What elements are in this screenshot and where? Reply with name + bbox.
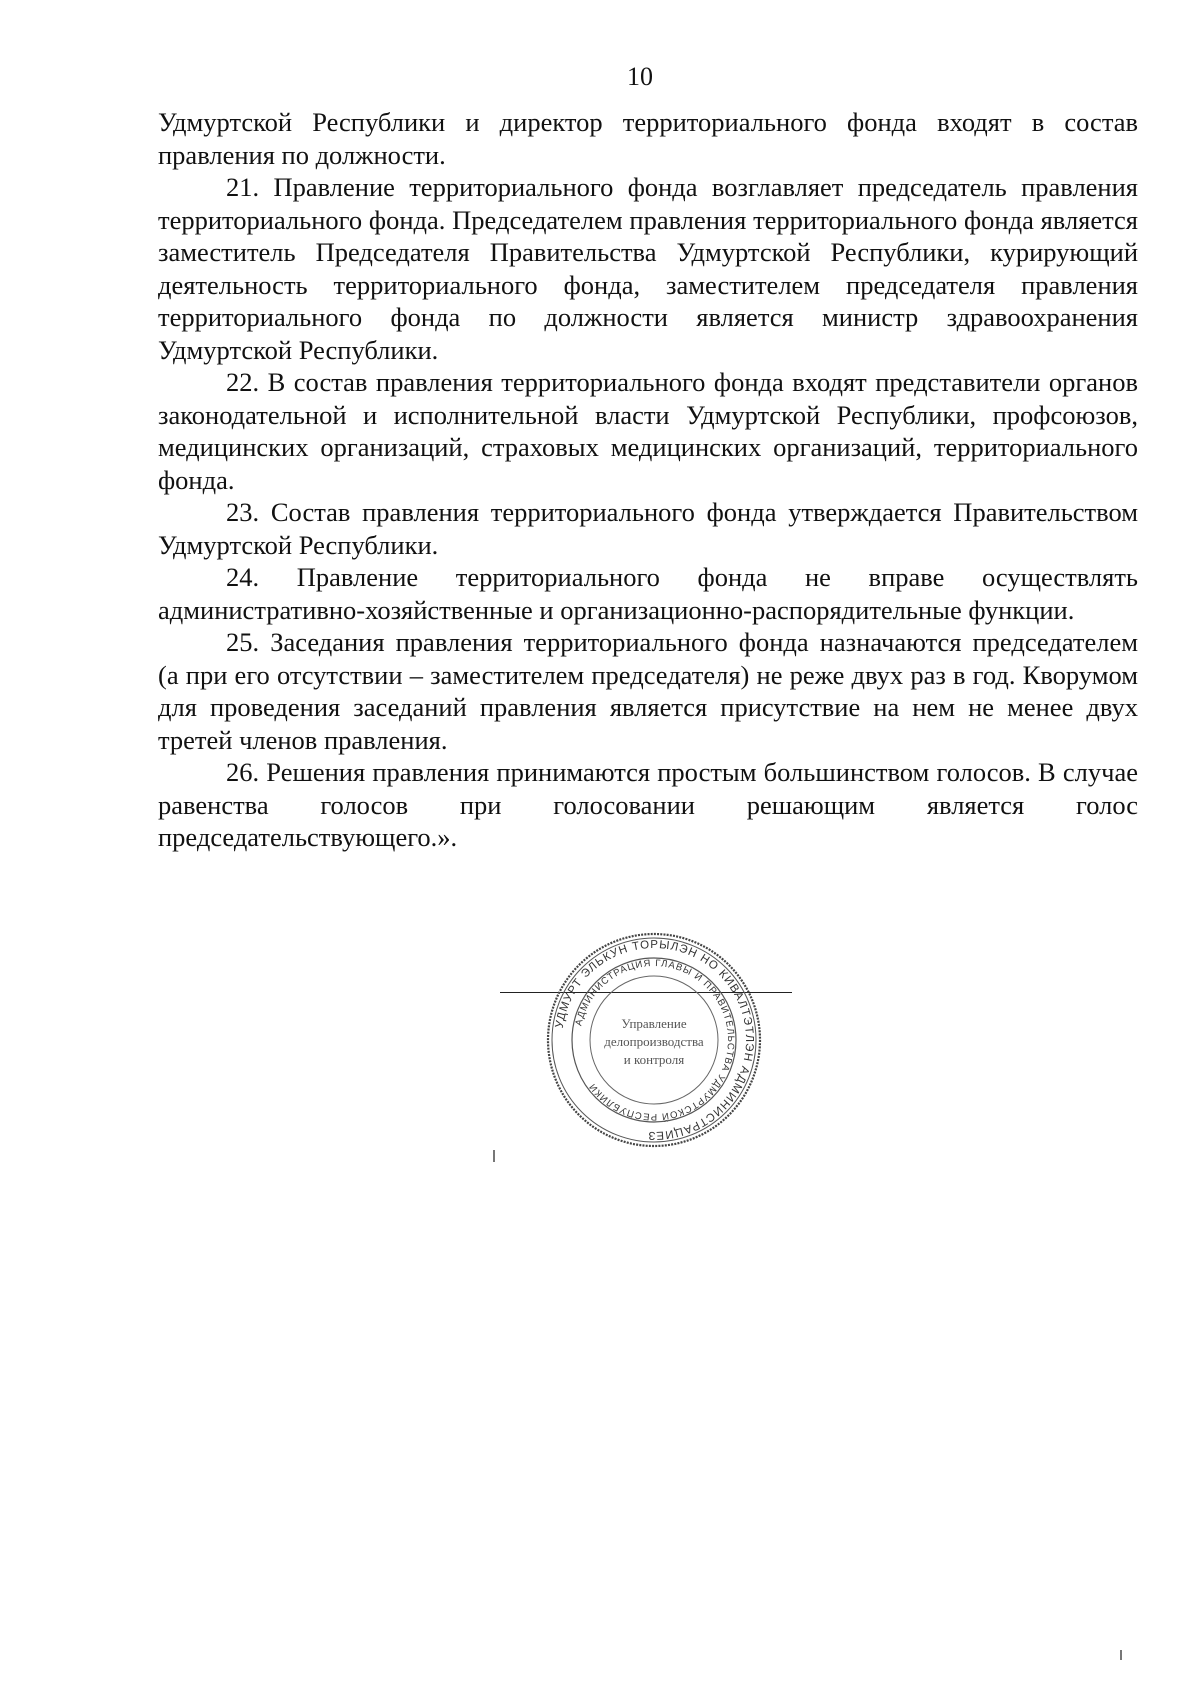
stamp-center-line-3: и контроля xyxy=(623,1052,685,1067)
page-number: 10 xyxy=(627,62,653,91)
stamp-center-line-1: Управление xyxy=(621,1016,687,1031)
scan-artifact xyxy=(493,1150,495,1162)
scan-artifact xyxy=(1120,1650,1122,1660)
stamp-outer-text: УДМУРТ ЭЛЬКУН ТОРЫЛЭН НО КИВАЛТЭТЛЭН АДМИНИСТРАЦИЕЗ xyxy=(553,938,756,1142)
stamp-inner-text: АДМИНИСТРАЦИЯ ГЛАВЫ И ПРАВИТЕЛЬСТВА УДМУРТСКОЙ РЕСПУБЛИКИ xyxy=(573,957,737,1123)
paragraph-continuation: Удмуртской Республики и директор территориального фонда входят в состав правления по должности. xyxy=(158,107,1138,170)
paragraph-26: 26. Решения правления принимаются простым большинством голосов. В случае равенства голосов при голосовании решающим является голос председательствующего.». xyxy=(158,757,1138,852)
official-stamp xyxy=(544,930,764,1150)
paragraph-24: 24. Правление территориального фонда не вправе осуществлять административно-хозяйственные и организационно-распорядительные функции. xyxy=(158,562,1138,625)
paragraph-22: 22. В состав правления территориального фонда входят представители органов законодательной и исполнительной власти Удмуртской Республики, профсоюзов, медицинских организаций, страховых медицинских организаций, территориального фонда. xyxy=(158,367,1138,495)
paragraph-21: 21. Правление территориального фонда возглавляет председатель правления территориального фонда. Председателем правления территориального фонда является заместитель Председателя Правительства Удмуртской Республики, курирующий деятельность территориального фонда, заместителем председателя правления территориального фонда по должности является министр здравоохранения Удмуртской Республики. xyxy=(158,172,1138,365)
stamp-center-line-2: делопроизводства xyxy=(604,1034,704,1049)
paragraph-23: 23. Состав правления территориального фонда утверждается Правительством Удмуртской Республики. xyxy=(158,497,1138,560)
stamp-seal-icon xyxy=(544,930,764,1150)
signature-area xyxy=(500,930,800,1170)
document-body xyxy=(158,106,1138,854)
paragraph-25: 25. Заседания правления территориального фонда назначаются председателем (а при его отсутствии – заместителем председателя) не реже двух раз в год. Кворумом для проведения заседаний правления является присутствие на нем не менее двух третей членов правления. xyxy=(158,627,1138,755)
